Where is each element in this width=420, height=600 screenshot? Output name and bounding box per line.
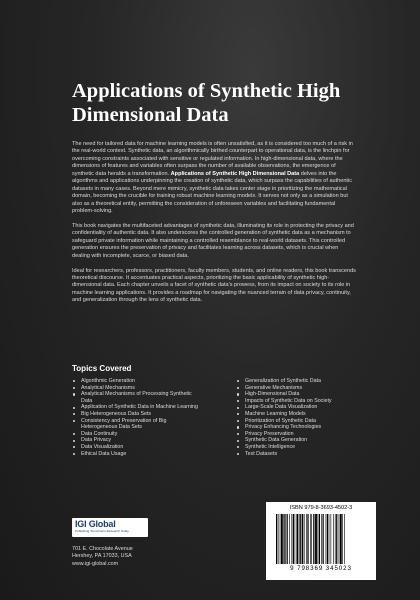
topics-heading: Topics Covered (72, 364, 132, 373)
paragraph-2-text: This book navigates the multifaceted advantages of synthetic data, illuminating its role in protecting the privacy and confidentiality of authentic data. It also underscores the controlled generation of synthetic data as a mechanism to safeguard private information while maintaining a controlled resemblance to real-world datasets. This controlled generation ensures the preservation of privacy and facilitates learning across datasets, which is crucial when dealing with incomplete, scarce, or biased data. (72, 222, 354, 259)
barcode-bar (280, 514, 281, 564)
topic-item: Algorithmic Generation (72, 378, 202, 385)
topic-item: Consistency and Preservation of Big Heterogeneous Data Sets (72, 418, 202, 431)
topic-item: Prioritization of Synthetic Data (236, 418, 376, 425)
barcode-bar (293, 514, 294, 564)
barcode-bar (310, 514, 311, 564)
barcode (276, 514, 366, 564)
barcode-bar (308, 514, 309, 564)
barcode-bar (327, 514, 328, 564)
book-title: Applications of Synthetic High Dimensional Data (72, 80, 341, 126)
paragraph-1-text-a: The need for tailored data for machine learning models is often unsatisfied, as it is considered too much of a risk in the real-world context. Synthetic data, an algorithmically birthed counterpart to operational data, is the linchpin for overcoming constraints associated with sensitive or regulated information. In high-dimensional data, where the dimensions of features and variables often surpass the number of available observations, the emergence of synthetic data heralds a transformation. (72, 141, 353, 177)
topic-item: Machine Learning Models (236, 411, 376, 418)
barcode-bar (331, 514, 332, 564)
description-paragraph-2 (72, 223, 356, 260)
description (72, 141, 356, 312)
barcode-bar (306, 514, 307, 564)
paragraph-3-text: Ideal for researchers, professors, practitioners, faculty members, students, and online readers, this book transcends theoretical discourse. It accentuates practical aspects, prioritizing the basic applicability of synthetic high-dimensional data. Each chapter unveils a facet of synthetic data's prowess, from its impact on society to its role in machine learning applications. It provides a roadmap for navigating the nuanced terrain of data privacy, continuity, and generalization through the lens of synthetic data. (72, 267, 356, 304)
publisher-address (72, 546, 133, 568)
barcode-bar (289, 514, 290, 564)
barcode-bar (278, 514, 279, 564)
barcode-bar (335, 514, 336, 564)
publisher-website: www.igi-global.com (72, 560, 119, 567)
barcode-bar (323, 514, 324, 564)
barcode-bar (319, 514, 320, 564)
paragraph-1-bold-title: Applications of Synthetic High Dimensional Data (170, 170, 300, 177)
barcode-digits: 9 798369 345023 (290, 565, 352, 572)
topics-list-left (72, 378, 202, 457)
barcode-bar (333, 514, 334, 564)
paragraph-1-text-b: delves into the algorithms and applications underpinning the creation of synthetic data, which surpass the capabilities of authentic datasets in many cases. Beyond mere mimicry, synthetic data takes center stage in prioritizing the mathematical domain, becoming the crucible for training robust machine learning models. It serves not only as a simulation but also as a theoretical entity, permitting the consideration of unforeseen variables and facilitating fundamental problem-solving. (72, 170, 352, 215)
barcode-bar (302, 514, 303, 564)
topic-item: Large-Scale Data Visualization (236, 404, 376, 411)
topic-item: Synthetic Data Generation (236, 437, 376, 444)
barcode-bar (340, 514, 342, 564)
barcode-bar (287, 514, 288, 564)
address-line: 701 E. Chocolate Avenue (72, 546, 133, 552)
topic-item: Data Privacy (72, 437, 202, 444)
description-paragraph-3 (72, 268, 356, 305)
topic-item: Analytical Mechanisms of Processing Synthetic Data (72, 391, 202, 404)
publisher-logo-tagline: Publishing Tomorrow's Research Today (75, 528, 129, 533)
barcode-bar (300, 514, 301, 564)
barcode-bar (281, 514, 283, 564)
topic-item: Application of Synthetic Data in Machine Learning (72, 404, 202, 411)
topic-item: Test Datasets (236, 451, 376, 458)
barcode-bar (318, 514, 319, 564)
topic-item: Big Heterogeneous Data Sets (72, 411, 202, 418)
barcode-bar (313, 514, 314, 564)
barcode-bar (336, 514, 337, 564)
barcode-bar (304, 514, 305, 564)
barcode-bar (292, 514, 293, 564)
description-paragraph-1 (72, 141, 356, 216)
topic-item: Generalization of Synthetic Data (236, 378, 376, 385)
barcode-bar (276, 514, 277, 564)
topic-item: Synthetic Intelligence (236, 444, 376, 451)
publisher-logo (72, 518, 148, 537)
barcode-bar (326, 514, 327, 564)
isbn-label: ISBN 979-8-3693-4502-3 (289, 505, 353, 511)
barcode-bar (339, 514, 340, 564)
topic-item: Privacy Preservation (236, 431, 376, 438)
barcode-bar (295, 514, 296, 564)
topic-item: High-Dimensional Data (236, 391, 376, 398)
isbn-barcode-block (266, 502, 376, 580)
topic-item: Generative Mechanisms (236, 385, 376, 392)
barcode-bar (311, 514, 312, 564)
barcode-bar (296, 514, 298, 564)
topic-item: Data Visualization (72, 444, 202, 451)
barcode-bar (283, 514, 284, 564)
topic-item: Data Continuity (72, 431, 202, 438)
barcode-bar (285, 514, 286, 564)
topic-item: Analytical Mechanisms (72, 385, 202, 392)
topics-list-right (236, 378, 376, 457)
address-line: Hershey, PA 17033, USA (72, 553, 132, 560)
barcode-bar (299, 514, 300, 564)
barcode-bar (342, 514, 343, 564)
barcode-bar (344, 514, 345, 564)
topic-item: Impacts of Synthetic Data on Society (236, 398, 376, 405)
barcode-bar (315, 514, 317, 564)
barcode-bar (329, 514, 330, 564)
barcode-bar (321, 514, 322, 564)
topic-item: Ethical Data Usage (72, 451, 202, 458)
topic-item: Privacy Enhancing Technologies (236, 424, 376, 431)
publisher-logo-text: IGI Global (75, 519, 116, 529)
